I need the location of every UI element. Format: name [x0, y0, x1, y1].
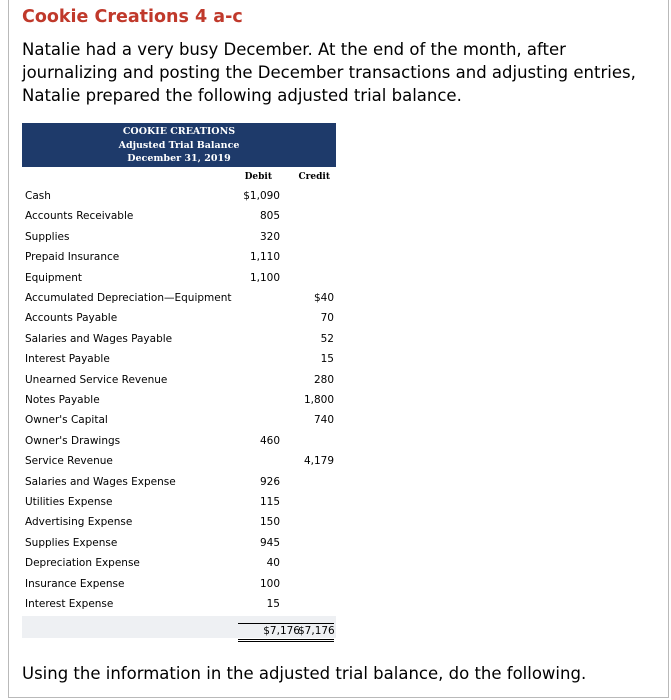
table-row	[22, 432, 336, 452]
table-row	[22, 391, 336, 411]
account-name: Salaries and Wages Expense	[25, 475, 176, 488]
debit-amount: 460	[259, 434, 280, 447]
credit-amount: 4,179	[303, 455, 334, 468]
debit-amount: 15	[266, 598, 280, 610]
intro-paragraph: Natalie had a very busy December. At the end of the month, after journalizing and posting the December transactions and adjusting entries, Natalie prepared the following adjusted trial balance.	[22, 40, 636, 105]
account-name: Prepaid Insurance	[25, 251, 120, 264]
account-name: Interest Payable	[25, 353, 110, 366]
account-name: Owner's Capital	[25, 414, 108, 427]
table-row	[22, 207, 336, 227]
credit-amount: 52	[320, 332, 334, 345]
table-row	[22, 248, 336, 268]
trial-balance-header	[22, 123, 336, 167]
instructions-paragraph: Using the information in the adjusted trial balance, do the following.	[22, 664, 587, 683]
debit-amount: 40	[266, 557, 280, 570]
debit-amount: 115	[259, 496, 280, 508]
credit-column-header: Credit	[298, 172, 330, 182]
totals-row	[22, 616, 336, 638]
credit-amount: 1,800	[303, 394, 334, 406]
account-name: Accounts Payable	[25, 312, 118, 325]
table-row	[22, 228, 336, 248]
table-row	[22, 513, 336, 533]
total-credit: $7,176	[298, 623, 334, 642]
table-row	[22, 350, 336, 370]
statement-date: December 31, 2019	[127, 153, 231, 164]
table-row	[22, 575, 336, 595]
account-name: Owner's Drawings	[25, 434, 121, 447]
table-row	[22, 493, 336, 513]
debit-column-header: Debit	[244, 172, 272, 182]
account-name: Supplies Expense	[25, 536, 118, 549]
table-row	[22, 289, 336, 309]
credit-amount: $40	[313, 292, 334, 304]
debit-amount: 945	[259, 536, 280, 549]
credit-amount: 15	[320, 353, 334, 366]
debit-amount: 320	[259, 230, 280, 243]
debit-amount: 926	[259, 475, 280, 488]
account-name: Salaries and Wages Payable	[25, 332, 173, 345]
account-name: Accounts Receivable	[25, 210, 134, 223]
account-name: Insurance Expense	[25, 577, 125, 590]
account-name: Advertising Expense	[25, 516, 133, 529]
credit-amount: 70	[320, 312, 334, 325]
account-name: Unearned Service Revenue	[25, 373, 168, 386]
account-name: Equipment	[25, 271, 82, 284]
credit-amount: 280	[313, 373, 334, 386]
debit-amount: $1,090	[243, 190, 280, 202]
page-title: Cookie Creations 4 a-c	[22, 7, 243, 27]
account-name: Utilities Expense	[25, 496, 113, 508]
debit-amount: 100	[259, 577, 280, 590]
account-name: Accumulated Depreciation—Equipment	[25, 292, 232, 304]
table-row	[22, 371, 336, 391]
debit-amount: 805	[259, 210, 280, 223]
table-row	[22, 473, 336, 493]
table-row	[22, 309, 336, 329]
account-name: Notes Payable	[25, 394, 100, 406]
total-debit: $7,176	[238, 623, 300, 642]
company-name: COOKIE CREATIONS	[122, 126, 236, 137]
credit-amount: 740	[313, 414, 334, 427]
account-name: Interest Expense	[25, 598, 114, 610]
table-row	[22, 269, 336, 289]
table-row	[22, 411, 336, 431]
statement-name: Adjusted Trial Balance	[118, 139, 240, 151]
table-row	[22, 452, 336, 472]
table-row	[22, 595, 336, 615]
table-row	[22, 330, 336, 350]
account-name: Service Revenue	[25, 455, 113, 468]
table-row	[22, 534, 336, 554]
account-name: Depreciation Expense	[25, 557, 140, 570]
table-row	[22, 187, 336, 207]
account-name: Cash	[25, 190, 51, 202]
account-name: Supplies	[25, 230, 70, 243]
debit-amount: 1,110	[249, 251, 280, 264]
table-row	[22, 554, 336, 574]
debit-amount: 150	[259, 516, 280, 529]
debit-amount: 1,100	[249, 271, 280, 284]
